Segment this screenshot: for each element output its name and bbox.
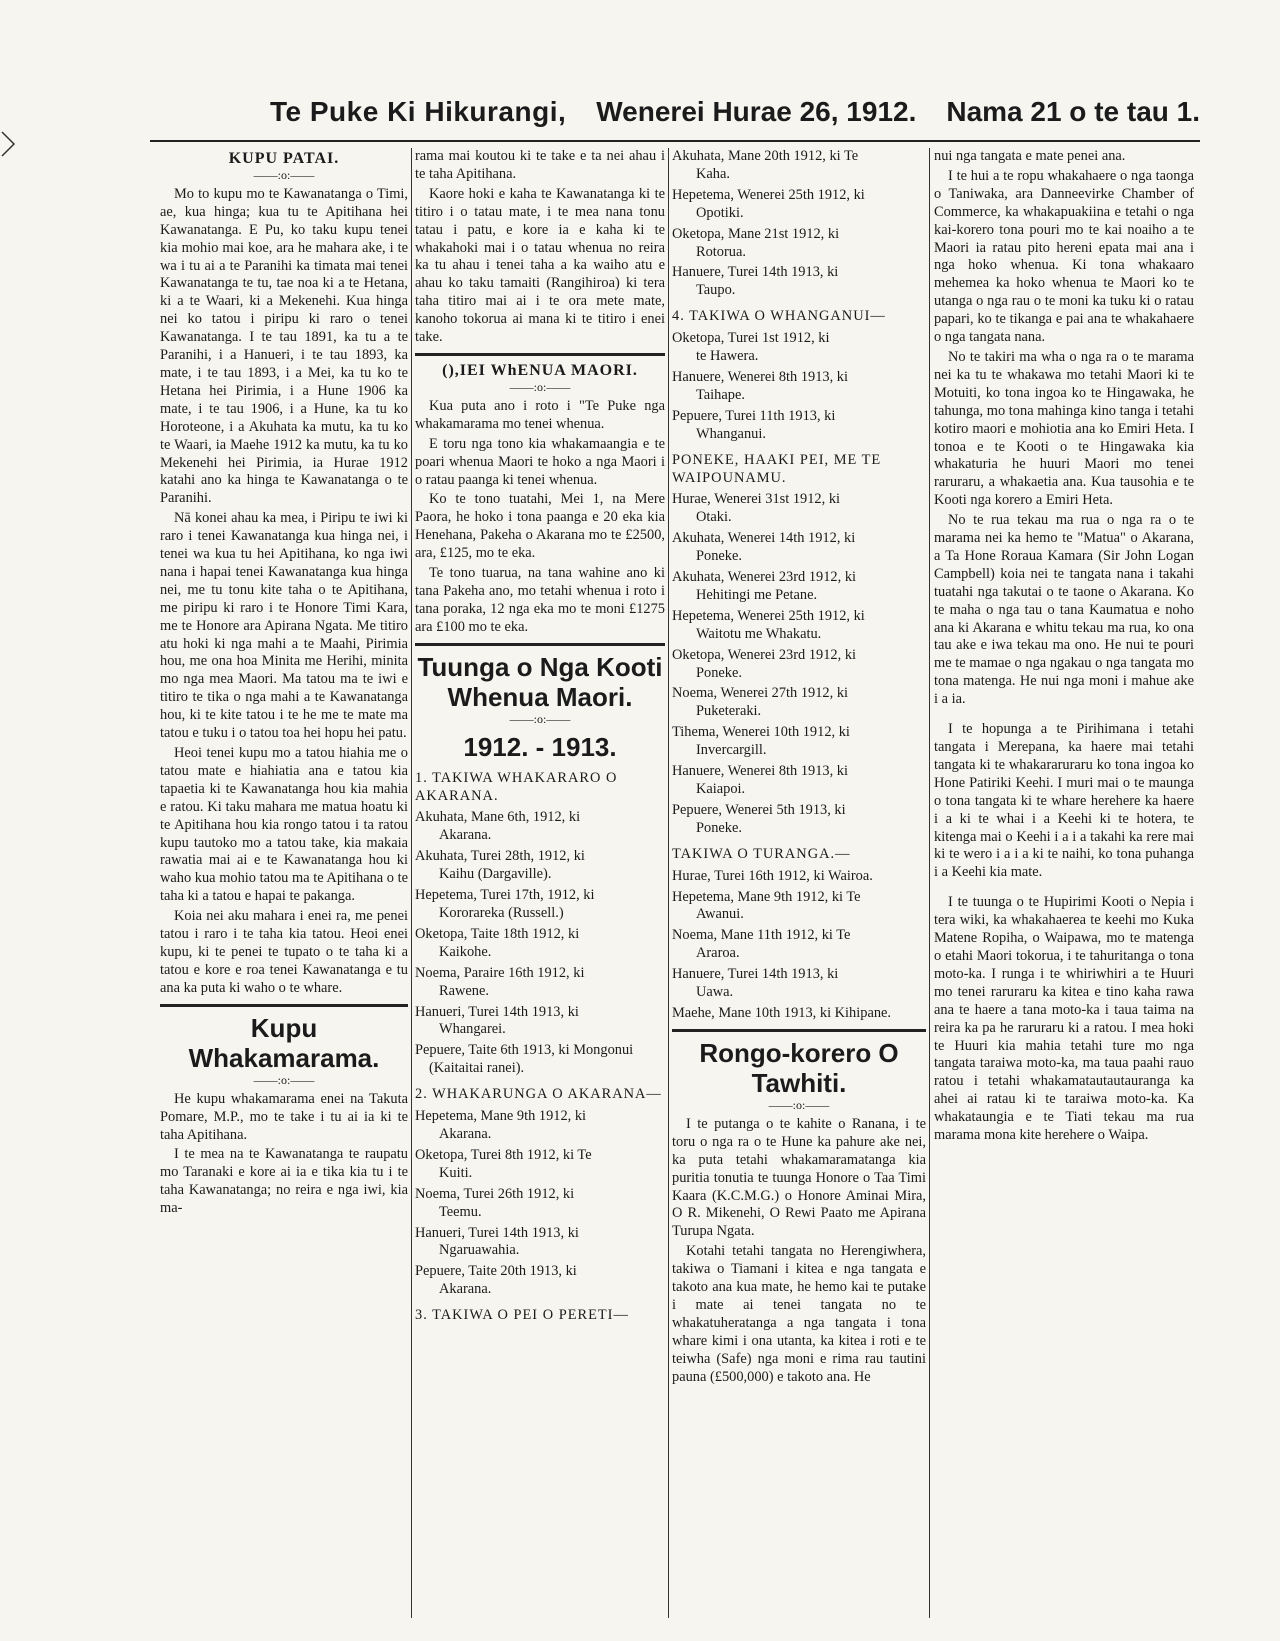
- court-entry: [672, 685, 926, 721]
- article-heading-kupu-whakamarama: Kupu Whakamarama.: [188, 1012, 380, 1073]
- court-place: Kororareka (Russell.): [439, 905, 564, 921]
- district-title: PONEKE, HAAKI PEI, ME TE WAIPOUNAMU.: [672, 451, 882, 486]
- court-entry: [415, 1108, 665, 1144]
- paragraph: rama mai koutou ki te take e ta nei ahau i te taha Apitihana.: [415, 148, 665, 182]
- separator: ——:o:——: [768, 1097, 830, 1112]
- column-2: [415, 148, 665, 1628]
- paragraph: nui nga tangata e mate penei ana.: [934, 148, 1126, 164]
- court-entry: [672, 927, 926, 963]
- court-place: Puketeraki.: [696, 703, 762, 720]
- court-date: Pepuere, Wenerei 5th 1913, ki: [672, 801, 846, 818]
- paragraph: Nā konei ahau ka mea, i Piripu te iwi ki raro i tenei Kawanatanga kua hinga nei, i tenei wa kua tu hei Apitihana, ko nga iwi nana i hapai tenei Kawanatanga kua hinga nei, me tu tonu kite taha o te Apitihana, me piripu ki raro i te Honore Timi Kara, me te Honore ara Apirana Ngata. Me titiro atu hoki ki nga mahi a te Maahi, Pirimia hou, me ona hoa Minita me Herihi, minita mo nga mea Maori. Ma tatou ma te iwi e titiro te tika o nga mahi a te Kawanatanga hou, ki te kite tatou i te he me te mate ma tatou e tuku i o tatou toa hei hopu hei patu.: [160, 510, 408, 742]
- column-3: [672, 148, 926, 1628]
- column-divider: [411, 148, 412, 1618]
- court-place: Waitotu me Whakatu.: [696, 625, 822, 642]
- separator: ——:o:——: [509, 711, 571, 726]
- court-place: Awanui.: [696, 906, 744, 923]
- court-date: Akuhata, Wenerei 23rd 1912, ki: [672, 569, 857, 586]
- court-entry: [415, 965, 665, 1001]
- court-place: Whangarei.: [439, 1021, 506, 1038]
- paragraph: I te hui a te ropu whakahaere o nga taonga o Taniwaka, ara Danneevirke Chamber of Commerce, ka whakapuakiina e tetahi o nga kai-korero tona pouri mo te kai noaiho a te Maori ia ratau pito hereni epata mai ana i nga hoko whenua. Ki tona whakaaro mehemea ka hoko whenua te Maori ko te utanga o nga rau o te moni ka tuku ki o ratau papari, ko te tikanga e pai ana te whakahaere o nga tangata nana.: [934, 167, 1194, 346]
- court-entry: [672, 569, 926, 605]
- court-place: Uawa.: [696, 984, 734, 1001]
- court-entries-whakarunga: [415, 1108, 665, 1299]
- paper-name: Te Puke Ki Hikurangi,: [270, 96, 567, 127]
- court-entry: [415, 1186, 665, 1222]
- court-place: Whanganui.: [696, 425, 766, 442]
- court-date: Hanuere, Wenerei 8th 1913, ki: [672, 368, 849, 385]
- court-date: Pepuere, Taite 20th 1913, ki: [415, 1263, 577, 1280]
- section-rule: [160, 1004, 408, 1007]
- court-entry: [415, 1147, 665, 1183]
- court-entry: [415, 926, 665, 962]
- separator: ——:o:——: [509, 379, 571, 394]
- court-date: Akuhata, Wenerei 14th 1912, ki: [672, 530, 856, 547]
- court-date: Hanuere, Turei 14th 1913, ki: [672, 264, 839, 281]
- separator: ——:o:——: [253, 1072, 315, 1087]
- court-entry: [672, 802, 926, 838]
- court-entry: [415, 1263, 665, 1299]
- court-entry: [672, 608, 926, 644]
- court-place: Kaihu (Dargaville).: [439, 866, 552, 883]
- court-entries-akarana: [415, 809, 665, 1078]
- court-date: Hepetema, Wenerei 25th 1912, ki: [672, 186, 865, 203]
- article-heading-kupu-patai: KUPU PATAI.: [228, 150, 340, 167]
- court-date: Noema, Turei 26th 1912, ki: [415, 1185, 575, 1202]
- court-place: Akarana.: [439, 1281, 492, 1298]
- court-entry: [415, 1042, 665, 1078]
- masthead: [270, 72, 1200, 128]
- court-place: Taihape.: [696, 386, 745, 403]
- paragraph: Mo to kupu mo te Kawanatanga o Timi, ae, kua hinga; kua tu te Apitihana hei Kawanatanga. E Pu, ko taku kupu tenei kia mohio mai koe, ara he mahara ake, i te wa i tu ai a te Paranihi ka timata mai tenei Kawanatanga te tu, tae noa ki a te Hetana, ki a te Waari, ki a Mekenehi. Kua hinga nei ko tatou i piripu ki raro o tenei Kawanatanga. I te tau 1891, ka tu a te Paranihi, i a Hanueri, i te tau 1893, ka mate, i te tau 1893, i a Mei, ka tu ko te Hetana hei Pirimia, i a Hune 1906 ka mate, i te tau 1906, i a Hune, ka tu ko Horoteone, i a Akuhata ka mutu, ka tu ko te Waari, ia Maehe 1912 ka mutu, ka tu ko Mekenehi hei Pirimia, ia Hurae 1912 katahi ano ka hinga te Kawanatanga o te Paranihi.: [160, 185, 408, 507]
- paragraph: Kaore hoki e kaha te Kawanatanga ki te titiro i o tatau mate, i te mea nana tonu tatau i patu, e kore ia e kaha ki te whakahoki mai i o tatau whenua no reira ka tu ahau i tenei taha a ka waiho atu e ahau ko taku tamaiti (Rangihiroa) ki tera taha titiro mai ai i te ora mete mate, kanoho tokorua ai mana ki te titiro i enei take.: [415, 185, 665, 346]
- court-entry: [672, 1005, 926, 1023]
- court-entry: [672, 369, 926, 405]
- paragraph: Kua puta ano i roto i "Te Puke nga whakamarama mo tenei whenua.: [415, 397, 665, 432]
- court-date: Hepetema, Turei 17th, 1912, ki: [415, 887, 595, 904]
- separator: ——:o:——: [253, 167, 315, 182]
- court-place: Teemu.: [439, 1203, 482, 1220]
- column-divider: [929, 148, 930, 1618]
- court-date: Hurae, Turei 16th 1912, ki Wairoa.: [672, 867, 873, 884]
- court-place: Otaki.: [696, 509, 732, 526]
- court-date: Oketopa, Turei 8th 1912, ki Te: [415, 1146, 592, 1163]
- masthead-rule: [150, 140, 1200, 142]
- court-entry: [672, 530, 926, 566]
- court-place: Poneke.: [696, 819, 742, 836]
- court-entry: [415, 1225, 665, 1261]
- court-date: Hurae, Wenerei 31st 1912, ki: [672, 491, 841, 508]
- court-place: Hehitingi me Petane.: [696, 586, 818, 603]
- paragraph: I te putanga o te kahite o Ranana, i te toru o nga ra o te Hune ka pahure ake nei, ka puta tetahi whakamaramatanga kia puritia tonutia te tuunga Honore o Taa Timi Kaara (K.C.M.G.) o Honore Aminai Mira, O R. Mikenehi, O Rewi Paato me Apirana Turupa Ngata.: [672, 1115, 926, 1240]
- court-date: Oketopa, Taite 18th 1912, ki: [415, 925, 580, 942]
- court-date: Hepetema, Wenerei 25th 1912, ki: [672, 607, 865, 624]
- paragraph: E toru nga tono kia whakamaangia e te poari whenua Maori te hoko a nga Maori i o ratau paanga ki tenei whenua.: [415, 435, 665, 488]
- court-entry: [672, 647, 926, 683]
- paragraph: I te tuunga o te Hupirimi Kooti o Nepia i tera wiki, ka whakahaerea te keehi mo Kuka Matene Ropiha, o Waipawa, mo te matenga o etahi Maori tokorua, i te tahuritanga o tona moto-ka. I runga i te whiriwhiri a te Huuri mo tenei raruraru ka kitea e tino kaha rawa ana te haere a tana moto-ka i taua taima na reira ka pa he raruraru ki a ratou. I mea hoki te Huuri kia mahia tetahi ture mo nga tangata taraiwa moto-ka, ma taua paahi rauo ratou i tetahi whakamatautautauranga ka ahei ai ratau ki te taraiwa moto-ka. Ka whakataungia e te Tiati tekau ma rua marama mona kite herehere o Waipa.: [934, 894, 1194, 1144]
- court-date: Hanueri, Turei 14th 1913, ki: [415, 1224, 579, 1241]
- court-place: Taupo.: [696, 282, 736, 299]
- court-date: Noema, Paraire 16th 1912, ki: [415, 964, 585, 981]
- paragraph: Kotahi tetahi tangata no Herengiwhera, takiwa o Tiamani i kitea e nga tangata e takoto ana kua mate, he hemo kai te putake i mate ai tenei tangata no te whakatuheratanga a nga tangata i tona whare kimi i ona utanta, ka kitea i roti e te teiwha (Safe) nga moni e rima rau tautini pauna (£500,000) e takoto ana. He: [672, 1243, 926, 1385]
- court-date: Hepetema, Mane 9th 1912, ki Te: [672, 888, 861, 905]
- court-entry: [672, 724, 926, 760]
- court-place: Rawene.: [439, 982, 489, 999]
- court-date: Hanueri, Turei 14th 1913, ki: [415, 1003, 579, 1020]
- court-date: Oketopa, Turei 1st 1912, ki: [672, 330, 830, 347]
- court-date: Akuhata, Turei 28th, 1912, ki: [415, 848, 585, 865]
- article-heading-rongo-korero-line2: Tawhiti.: [751, 1067, 847, 1098]
- paragraph: No te takiri ma wha o nga ra o te marama nei ka tu te whakawa mo tetahi Maori ki te Motuiti, ko tona ingoa ko te Hingawaka, he tahunga, mo tona mahinga kino tanga i tetahi kotiro maori e mohiotia ana ko Emiri Heta. I tonoa e te Kooti o te Hingawaka kia whakaturia he huuri Maori mo tenei raruraru, a whakaetia ana. Kua tausohia e te Kooti nga korero a Emiri Heta.: [934, 348, 1194, 509]
- section-rule: [672, 1029, 926, 1032]
- district-title: 1. TAKIWA WHAKARARO O AKARANA.: [415, 769, 618, 804]
- court-entry: [672, 408, 926, 444]
- court-date: Tihema, Wenerei 10th 1912, ki: [672, 724, 850, 741]
- court-place: Kaiapoi.: [696, 781, 746, 797]
- court-entry: [415, 1004, 665, 1040]
- issue-number: Nama 21 o te tau 1.: [946, 96, 1200, 127]
- court-date: Hanuere, Turei 14th 1913, ki: [672, 966, 839, 983]
- column-4: [934, 148, 1194, 1628]
- article-heading-tuunga-line1: Tuunga o Nga Kooti: [417, 651, 663, 682]
- court-entries-poneke: [672, 491, 926, 837]
- court-entry: [672, 226, 926, 262]
- court-place: Ngaruawahia.: [439, 1242, 520, 1259]
- court-entry: [672, 889, 926, 925]
- section-rule: [415, 353, 665, 356]
- court-place: Poneke.: [696, 548, 742, 565]
- court-place: Akarana.: [439, 1125, 492, 1142]
- court-date: Akuhata, Mane 6th, 1912, ki: [415, 809, 581, 826]
- court-place: Rotorua.: [696, 243, 746, 260]
- column-divider: [668, 148, 669, 1618]
- court-entries-turanga: [672, 868, 926, 1023]
- district-title: 3. TAKIWA O PEI O PERETI—: [415, 1307, 629, 1324]
- court-date: Maehe, Mane 10th 1913, ki Kihipane.: [672, 1004, 892, 1021]
- court-date: Oketopa, Mane 21st 1912, ki: [672, 225, 840, 242]
- court-entries-continued: [672, 148, 926, 300]
- court-entry: [672, 330, 926, 366]
- court-entry: [415, 848, 665, 884]
- court-place: Poneke.: [696, 664, 742, 681]
- paragraph: Te tono tuarua, na tana wahine ano ki tana Pakeha ano, mo tetahi whenua i roto i tana poraka, 12 nga eka mo te moni £1275 ara £100 mo te eka.: [415, 565, 665, 635]
- court-date: Noema, Wenerei 27th 1912, ki: [672, 685, 849, 702]
- court-place: Invercargill.: [696, 742, 767, 759]
- court-place: Opotiki.: [696, 204, 744, 221]
- paragraph: I te mea na te Kawanatanga te raupatu mo Taranaki e kore ai ia e tika kia tu i te taha Kawanatanga; no reira e nga iwi, kia ma-: [160, 1146, 408, 1217]
- court-entry: [672, 264, 926, 300]
- court-place: Kaikohe.: [439, 943, 492, 960]
- paragraph: Koia nei aku mahara i enei ra, me penei tatou i raro i te taha kia tatou. Heoi enei kupu, ki te penei te tupato o te taha ki a tatou e kore e roa tenei Kawanatanga e tu ana ka puta ki waho o te whare.: [160, 908, 408, 996]
- court-entry: [415, 887, 665, 923]
- district-title: 2. WHAKARUNGA O AKARANA—: [415, 1086, 662, 1103]
- court-date: Pepuere, Turei 11th 1913, ki: [672, 407, 836, 424]
- court-date: Oketopa, Wenerei 23rd 1912, ki: [672, 646, 857, 663]
- paragraph: No te rua tekau ma rua o nga ra o te marama nei ka hemo te "Matua" o Akarana, a Ta Hone Roraua Kamara (Sir John Logan Campbell) koia nei te tangata nana i takahi tuatahi nga takutai o te taone o Akarana. Ko te maha o nga tau o tana Kaumatua e noho ana ki Akarana e whitu tekau ma rua, ko ona tau ake e iwa tekau ma ono. He nui te pouri me te mamae o nga ngakau o nga tangata mo tona matenga. He nui nga moni i mahue ake i a ia.: [934, 512, 1194, 708]
- district-title: 4. TAKIWA O WHANGANUI—: [672, 308, 886, 325]
- court-date: Hanuere, Wenerei 8th 1913, ki: [672, 763, 849, 780]
- paragraph: I te hopunga a te Pirihimana i tetahi tangata i Merepana, ka haere mai tetahi tangata ki te whakararuraru ko tona ingoa ko Hone Patiriki Keehi. I muri mai o te maunga o tona tangata ki te whare herehere ka haere i a ki te whai i a Keehi ki te hotera, te kitenga mai o Keehi i a i a takahi ka rere mai ki te wero i a i a ki te naihi, ko tona puhanga i a Keehi kia mate.: [934, 721, 1194, 881]
- court-place: Kuiti.: [439, 1164, 473, 1181]
- court-date: Hepetema, Mane 9th 1912, ki: [415, 1108, 587, 1125]
- column-1: [160, 148, 408, 1628]
- court-place: Kaha.: [696, 165, 730, 182]
- court-entry: [672, 491, 926, 527]
- court-entry: [672, 868, 926, 886]
- paragraph: Heoi tenei kupu mo a tatou hiahia me o tatou mate e hiahiatia ana e tatou kia tapaetia ki te Kawanatanga hou kia mahia e ratou. Ki taku mahara me matua hoatu ki te Apitihana hou kia rongo tatou i ta ratou kupu tautoko mo a tatou take, kia makaia rawatia mai ai e te Kawanatanga hou ki waho kua mohio tatou ma te Apitihana o te taha ki a tatou e hapai te pakanga.: [160, 745, 408, 905]
- court-entry: [672, 187, 926, 223]
- paragraph: He kupu whakamarama enei na Takuta Pomare, M.P., mo te take i tu ai ia ki te taha Apitihana.: [160, 1090, 408, 1143]
- article-heading-rongo-korero-line1: Rongo-korero O: [699, 1037, 899, 1068]
- court-date: Akuhata, Mane 20th 1912, ki Te: [672, 148, 859, 164]
- district-title: TAKIWA O TURANGA.—: [672, 845, 851, 862]
- court-entries-whanganui: [672, 330, 926, 443]
- article-heading-tuunga-line2: Whenua Maori.: [447, 681, 633, 712]
- court-entry: [672, 966, 926, 1002]
- page-edge-mark-icon: [0, 130, 18, 158]
- court-entry: [672, 148, 926, 184]
- court-entry: [415, 809, 665, 845]
- court-place: Araroa.: [696, 945, 740, 962]
- court-date: Noema, Mane 11th 1912, ki Te: [672, 927, 851, 944]
- court-entry: [672, 763, 926, 799]
- court-place: te Hawera.: [696, 348, 759, 365]
- court-date: Pepuere, Taite 6th 1913, ki Mongonui (Kaitaitai ranei).: [415, 1042, 634, 1077]
- court-years: 1912. - 1913.: [463, 731, 617, 762]
- paragraph: Ko te tono tuatahi, Mei 1, na Mere Paora, he hoko i tona paanga e 20 eka kia Henehana, Pakeha o Akarana mo te £2500, ara, £125, mo te eka.: [415, 491, 665, 562]
- article-heading-whenua-maori: (),IEI WhENUA MAORI.: [442, 361, 638, 379]
- court-place: Akarana.: [439, 827, 492, 844]
- section-rule: [415, 643, 665, 646]
- issue-date: Wenerei Hurae 26, 1912.: [596, 96, 917, 127]
